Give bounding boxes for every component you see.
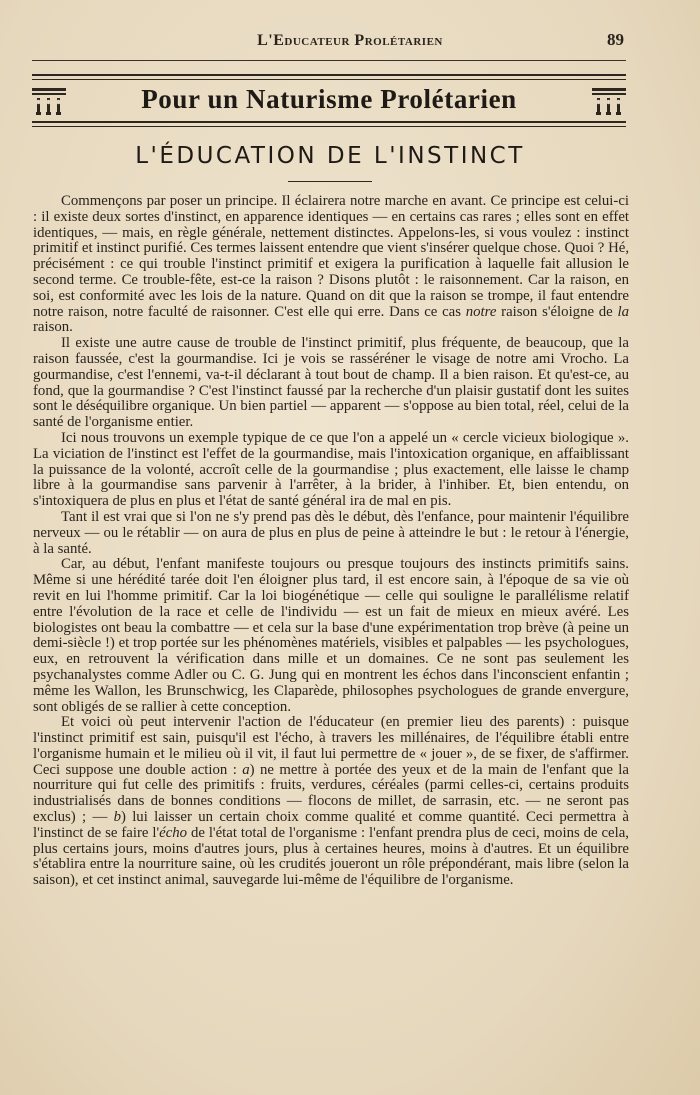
- paragraph: [33, 194, 629, 336]
- header-rule: [32, 60, 626, 61]
- article-title: L'ÉDUCATION DE L'INSTINCT: [135, 143, 525, 169]
- paragraph: [33, 431, 629, 510]
- paragraph-text: Et voici où peut intervenir l'action de l'éducateur (en premier lieu des parents) : puisque l'instinct primitif est sain, puisqu'il est l'écho, à travers les millénaires, de l'équilibre établi entre l'organisme humain et le milieu où il vit, il faut lui permettre de « jouer », de se fixer, de s'affirmer. Ceci suppose une double action :: [33, 714, 629, 778]
- page-number: 89: [607, 30, 624, 49]
- paragraph-text: raison.: [33, 319, 73, 336]
- running-head: [0, 30, 700, 56]
- emphasis-text: notre: [465, 303, 497, 320]
- paragraph: [33, 336, 629, 431]
- banner: [32, 80, 626, 122]
- paragraph-text: Il existe une autre cause de trouble de l'instinct primitif, plus fréquente, de beaucoup, que la raison faussée, c'est la gourmandise. Ici je vois se rasséréner le visage de notre ami Vrocho. La gourmandise, c'est l'ennemi, va-t-il déclarant à tout bout de champ. Il a bien raison. Et qu'est-ce, au fond, que la gourmandise ? C'est l'instinct faussé par la recherche d'un plaisir gustatif dont les suites sont le déséquilibre organique. Un bien partiel — apparent — s'oppose au bien total, réel, celui de la santé de l'organisme entier.: [33, 335, 629, 431]
- paragraph-text: ) lui laisser un certain choix comme qualité et comme quantité. Ceci permettra à l'instinct de se faire l': [33, 809, 629, 841]
- emphasis-text: la: [617, 303, 629, 320]
- paragraph: [33, 510, 629, 557]
- paragraph-text: raison s'éloigne de: [496, 303, 618, 320]
- banner-bottom-rule: [32, 121, 626, 127]
- emphasis-text: écho: [159, 824, 188, 841]
- emphasis-text: b: [113, 809, 121, 826]
- ornament-right-icon: [592, 88, 626, 118]
- emphasis-text: a: [242, 761, 250, 778]
- paragraph-text: Commençons par poser un principe. Il éclairera notre marche en avant. Ce principe est celui-ci : il existe deux sortes d'instinct, en apparence identiques — en certains cas rares ; elles sont en effet identiques, — mais, en règle générale, nettement distinctes. Appelons-les, si vous voulez : instinct primitif et instinct purifié. Ces termes laissent entendre que vient s'insérer quelque chose. Quoi ? Hé, précisément : ce qui trouble l'instinct primitif et exigera la purification à laquelle fait allusion le second terme. Ce trouble-fête, est-ce la raison ? Disons plutôt : le raisonnement. Car la raison, en soi, est conformité avec les lois de la nature. Quand on dit que la raison se trompe, il faut entendre notre raison, notre faculté de raisonner. C'est elle qui erre. Dans ce cas: [33, 193, 630, 320]
- paragraph-text: Car, au début, l'enfant manifeste toujours ou presque toujours des instincts primitifs sains. Même si une hérédité tarée doit l'en éloigner plus tard, il est encore sain, à l'époque de sa vie où revit en lui l'homme primitif. Car la loi biogénétique — celle qui souligne le parallélisme relatif entre l'évolution de la race et celle de l'individu — est un fait de mieux en mieux avéré. Les biologistes ont beau la combattre — et cela sur la base d'une expérimentation trop brève (à peine un demi-siècle !) et trop portée sur les phénomènes matériels, visibles et palpables — les psychologues, eux, en retrouvent la vérification dans mille et un domaines. Ce ne sont pas seulement les psychanalystes comme Adler ou C. G. Jung qui en montrent les échos dans l'inconscient enfantin ; même les Wallon, les Brunschwicg, les Claparède, philosophes psychologues de grande envergure, sont obligés de se rallier à cette conception.: [33, 556, 629, 715]
- running-title: L'Educateur Prolétarien: [257, 32, 443, 49]
- title-underline: [288, 181, 372, 182]
- paragraph-text: Tant il est vrai que si l'on ne s'y prend pas dès le début, dès l'enfance, pour maintenir l'équilibre nerveux — ou le rétablir — on aura de plus en plus de peine à atteindre le but : le retour à l'énergie, à la santé.: [33, 508, 629, 557]
- paragraph-text: de l'état total de l'organisme : l'enfant prendra plus de ceci, moins de cela, plus certains jours, moins d'autres jours, plus à certaines heures, moins à d'autres. Et un équilibre s'établira entre la nourriture saine, où les crudités joueront un rôle prépondérant, mais libre (selon la saison), et cet instinct animal, sauvegarde lui-même de l'équilibre de l'organisme.: [33, 824, 630, 889]
- paragraph-text: ) ne mettre à portée des yeux et de la main de l'enfant que la nourriture qui fut celle des primitifs : fruits, verdures, céréales (parmi celles-ci, certains produits industrialisés dans de bonnes conditions — flocons de millet, de sarrasin, etc. — ne seront pas exclus) ; —: [33, 761, 629, 826]
- article-body: [33, 194, 629, 889]
- paragraph-text: Ici nous trouvons un exemple typique de ce que l'on a appelé un « cercle vicieux biologique ». La viciation de l'instinct est l'effet de la gourmandise, mais l'intoxication organique, en affaiblissant la puissance de la volonté, accroît celle de la gourmandise ; plus exactement, elle laisse le champ libre à la gourmandise sans parvenir à l'arrêter, à la brider, à l'inhiber. Et, bien entendu, on s'intoxiquera de plus en plus et l'état de santé général ira de mal en pis.: [33, 429, 629, 510]
- paragraph: [33, 557, 629, 715]
- banner-title: Pour un Naturisme Prolétarien: [141, 84, 517, 114]
- paragraph: [33, 715, 629, 889]
